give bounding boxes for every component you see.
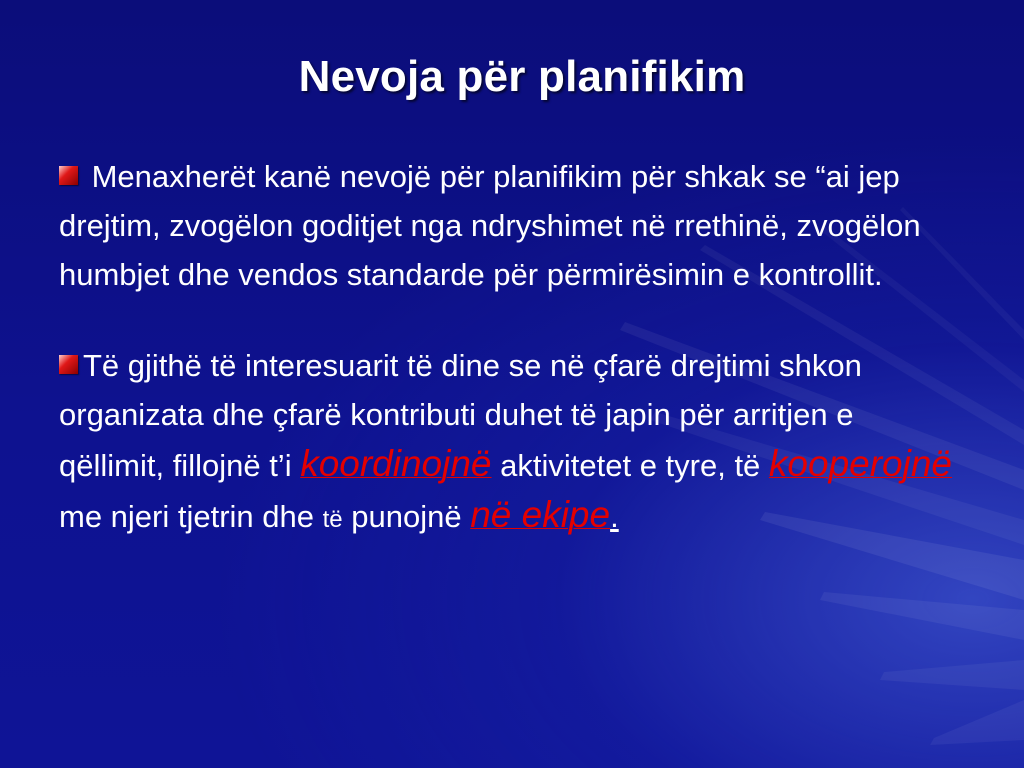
paragraph-2-text-part2: aktivitetet e tyre, të	[491, 448, 769, 483]
paragraph-2-small-word: të	[322, 506, 343, 533]
square-bullet-icon	[59, 355, 78, 374]
emphasis-koordinojne: koordinojnë	[300, 443, 492, 484]
slide-body	[59, 152, 964, 586]
paragraph-2-ending: .	[610, 499, 619, 534]
slide-title: Nevoja për planifikim	[298, 52, 746, 101]
emphasis-kooperojne: kooperojnë	[768, 443, 953, 484]
paragraph-2-text-part1: Të gjithë të interesuarit të dine se në çfarë drejtimi shkon organizata dhe çfarë kontributi duhet të japin për arritjen e qëllimit, fillojnë t’i	[59, 348, 862, 483]
paragraph-1-text: Menaxherët kanë nevojë për planifikim për shkak se “ai jep drejtim, zvogëlon goditjet nga ndryshimet në rrethinë, zvogëlon humbjet dhe vendos standarde për përmirësimin e kontrollit.	[59, 159, 921, 292]
bullet-paragraph-1	[59, 152, 964, 299]
paragraph-2-text-part4: punojnë	[342, 499, 471, 534]
square-bullet-icon	[59, 166, 78, 185]
emphasis-ne-ekipe: në ekipe	[470, 494, 611, 535]
paragraph-2-text-part3: me njeri tjetrin dhe	[59, 499, 323, 534]
bullet-paragraph-2	[59, 341, 964, 544]
